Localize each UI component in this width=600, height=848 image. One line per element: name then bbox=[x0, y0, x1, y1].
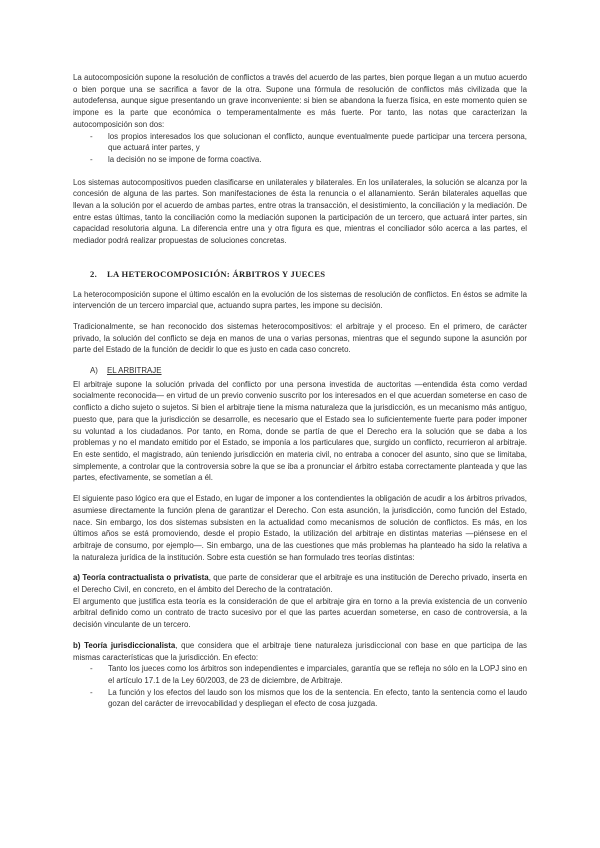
paragraph-sistemas-autocompositivos: Los sistemas autocompositivos pueden clasificarse en unilaterales y bilaterales. En los unilaterales, la solución se alcanza por la concesión de alguna de las partes. Son manifestaciones de ésta la renuncia o el allanamiento. Serán bilaterales aquellas que llevan a la solución por el acuerdo de ambas partes, entre otras la transacción, el desistimiento, la conciliación y la mediación. De entre estas últimas, tanto la conciliación como la mediación suponen la participación de un tercero, que actuará inter partes, sin capacidad resolutoria alguna. La diferencia entre una y otra figura es que, mientras el conciliador sólo acerca a las partes, el mediador podrá realizar propuestas de soluciones concretas. bbox=[73, 177, 527, 246]
paragraph-tradicionalmente: Tradicionalmente, se han reconocido dos sistemas heterocompositivos: el arbitraje y el proceso. En el primero, de carácter privado, la solución del conflicto se deja en manos de una o varias personas, mientras que el segundo supone la asunción por parte del Estado de la función de decidir lo que es justo en cada caso concreto. bbox=[73, 321, 527, 355]
subheading-arbitraje bbox=[73, 365, 527, 377]
list-autocomposicion-notes bbox=[73, 131, 527, 166]
paragraph-teoria-jurisdiccionalista: b) Teoría jurisdiccionalista, que considera que el arbitraje tiene naturaleza jurisdiccional con base en que participa de las mismas características que la jurisdicción. En efecto: bbox=[73, 640, 527, 662]
bullet-dash: - bbox=[90, 154, 93, 164]
theory-a-label: a) Teoría contractualista o privatista bbox=[73, 573, 209, 583]
section-title: LA HETEROCOMPOSICIÓN: ÁRBITROS Y JUECES bbox=[107, 268, 326, 279]
theory-b-label: b) Teoría jurisdiccionalista bbox=[73, 640, 176, 650]
subheading-title: EL ARBITRAJE bbox=[107, 366, 162, 376]
paragraph-heterocomposicion: La heterocomposición supone el último escalón en la evolución de los sistemas de resolución de conflictos. En éstos se admite la intervención de un tercero imparcial que, actuando supra partes, les impone su decisión. bbox=[73, 289, 527, 311]
bullet-dash: - bbox=[90, 664, 93, 674]
section-heading-heterocomposicion bbox=[73, 269, 527, 281]
list-item: - los propios interesados los que solucionan el conflicto, aunque eventualmente puede participar una tercera persona, que actuará inter partes, y bbox=[90, 131, 527, 153]
list-item: - Tanto los jueces como los árbitros son independientes e imparciales, garantía que se refleja no sólo en la LOPJ sino en el artículo 17.1 de la Ley 60/2003, de 23 de diciembre, de Arbitraje. bbox=[90, 664, 527, 685]
list-item: - La función y los efectos del laudo son los mismos que los de la sentencia. En efecto, tanto la sentencia como el laudo gozan del carácter de irrevocabilidad y despliegan el efecto de cosa juzgada. bbox=[90, 687, 527, 709]
section-number: 2. bbox=[90, 268, 98, 279]
paragraph-teoria-contractualista: a) Teoría contractualista o privatista, que parte de considerar que el arbitraje es una institución de Derecho privado, inserta en el Derecho Civil, en concreto, en el ámbito del Derecho de la contratación. bbox=[73, 573, 527, 595]
bullet-dash: - bbox=[90, 687, 93, 697]
list-jurisdiccionalista bbox=[73, 663, 527, 710]
paragraph-argumento: El argumento que justifica esta teoría es la consideración de que el arbitraje gira en torno a la previa existencia de un convenio arbitral definido como un contrato de tracto sucesivo por el que las partes acuerdan someterse, en caso de controversia, a la decisión vinculante de un tercero. bbox=[73, 596, 527, 630]
paragraph-arbitraje: El arbitraje supone la solución privada del conflicto por una persona investida de auctoritas —entendida ésta como verdad socialmente reconocida— en virtud de un previo convenio suscrito por los interesados en el que acuerdan someterse en caso de conflicto a dicho sujeto o sujetos. Si bien el arbitraje tiene la misma naturaleza que la jurisdicción, es un mecanismo más antiguo, puesto que, para que la jurisdicción se desarrolle, es necesario que el Estado sea lo suficientemente fuerte para poder imponer su voluntad a los ciudadanos. Por tanto, en Roma, donde se partía de que el Derecho era la solución que se daba a los problemas y no el mandato emitido por el Estado, se imponía a los particulares que, surgido un conflicto, recurrieron al arbitraje. En este sentido, el magistrado, aún teniendo jurisdicción en materia civil, no entraba a conocer del asunto, sino que se limitaba, simplemente, a controlar que la controversia sobre la que se iba a pronunciar el árbitro estaba correctamente planteada y que las partes, efectivamente, se sometían a él. bbox=[73, 379, 527, 483]
subheading-letter: A) bbox=[90, 366, 98, 376]
bullet-dash: - bbox=[90, 131, 93, 141]
paragraph-autocomposicion: La autocomposición supone la resolución de conflictos a través del acuerdo de las partes, bien porque llegan a un mutuo acuerdo o bien porque una se sacrifica a favor de la otra. Supone una fórmula de resolución de conflictos más civilizada que la autodefensa, aunque sigue presentando un grave inconveniente: si bien se abandona la fuerza física, en este momento quien se impone es la parte que económica o temperamentalmente es más fuerte. Por tanto, las notas que caracterizan la autocomposición son dos: bbox=[73, 73, 527, 129]
list-item: - la decisión no se impone de forma coactiva. bbox=[90, 154, 262, 164]
paragraph-siguiente-paso: El siguiente paso lógico era que el Estado, en lugar de imponer a los contendientes la obligación de acudir a los árbitros privados, asumiese directamente la función plena de garantizar el Derecho. Con esta asunción, la jurisdicción, como función del Estado, nace. Sin embargo, los dos sistemas subsisten en la actualidad como mecanismos de solución de conflictos. Es más, en los últimos años se está promoviendo, desde el propio Estado, la utilización del arbitraje en distintas materias —piénsese en el arbitraje de consumo, por ejemplo—. Sin embargo, una de las cuestiones que más problemas ha planteado ha sido la relativa a la naturaleza jurídica de la institución. Sobre esta cuestión se han formulado tres teorías distintas: bbox=[73, 494, 527, 562]
